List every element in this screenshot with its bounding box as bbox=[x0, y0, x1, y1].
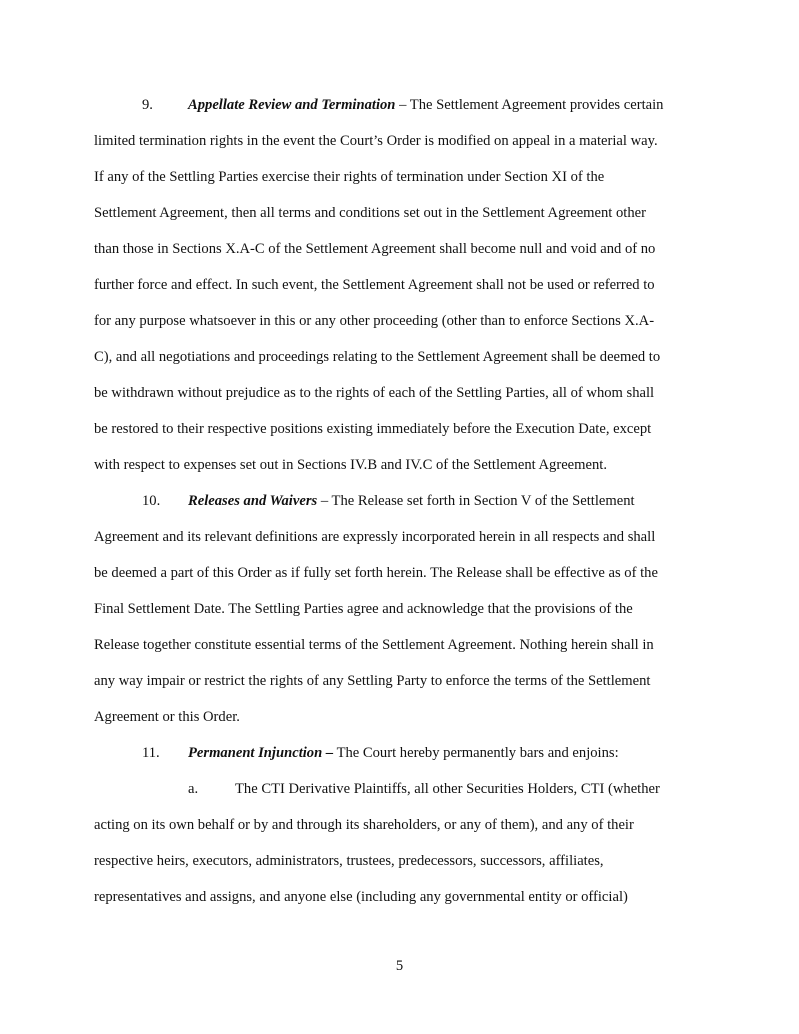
subsection-first-line: The CTI Derivative Plaintiffs, all other Securities Holders, CTI (whether bbox=[235, 781, 660, 797]
subsection-letter: a. bbox=[188, 781, 199, 797]
paragraph-line: with respect to expenses set out in Sections IV.B and IV.C of the Settlement Agreement. bbox=[94, 457, 607, 473]
section-first-line: The Settlement Agreement provides certain bbox=[409, 97, 664, 113]
heading-dash: – bbox=[395, 97, 410, 113]
section-heading-line bbox=[188, 96, 663, 114]
paragraph-line: Agreement or this Order. bbox=[94, 709, 240, 725]
paragraph-line: C), and all negotiations and proceedings relating to the Settlement Agreement shall be deemed to bbox=[94, 349, 661, 365]
paragraph-line: be restored to their respective positions existing immediately before the Execution Date, except bbox=[94, 421, 652, 437]
paragraph-line: acting on its own behalf or by and through its shareholders, or any of them), and any of their bbox=[94, 817, 634, 833]
paragraph-line: Release together constitute essential terms of the Settlement Agreement. Nothing herein shall in bbox=[94, 637, 654, 653]
section-number: 10. bbox=[142, 493, 161, 509]
paragraph-line: If any of the Settling Parties exercise their rights of termination under Section XI of the bbox=[94, 169, 605, 185]
heading-dash: – bbox=[317, 493, 332, 509]
paragraph-line: respective heirs, executors, administrators, trustees, predecessors, successors, affiliates, bbox=[94, 853, 604, 869]
paragraph-line: Agreement and its relevant definitions are expressly incorporated herein in all respects and shall bbox=[94, 529, 656, 545]
section-title: Appellate Review and Termination bbox=[188, 97, 396, 113]
paragraph-line: than those in Sections X.A-C of the Settlement Agreement shall become null and void and of no bbox=[94, 241, 656, 257]
paragraph-line: be deemed a part of this Order as if fully set forth herein. The Release shall be effective as of the bbox=[94, 565, 658, 581]
paragraph-line: representatives and assigns, and anyone else (including any governmental entity or official) bbox=[94, 889, 628, 905]
section-heading-line bbox=[188, 744, 619, 762]
paragraph-line: Final Settlement Date. The Settling Parties agree and acknowledge that the provisions of the bbox=[94, 601, 633, 617]
section-number: 9. bbox=[142, 97, 153, 113]
section-title: Permanent Injunction – bbox=[188, 745, 334, 761]
paragraph-line: for any purpose whatsoever in this or any other proceeding (other than to enforce Sections X.A- bbox=[94, 313, 655, 329]
section-first-line: The Court hereby permanently bars and enjoins: bbox=[336, 745, 619, 761]
section-first-line: The Release set forth in Section V of the Settlement bbox=[331, 493, 635, 509]
paragraph-line: be withdrawn without prejudice as to the rights of each of the Settling Parties, all of whom shall bbox=[94, 385, 655, 401]
paragraph-line: any way impair or restrict the rights of any Settling Party to enforce the terms of the Settlement bbox=[94, 673, 651, 689]
section-number: 11. bbox=[142, 745, 160, 761]
page-number: 5 bbox=[395, 958, 404, 974]
paragraph-line: Settlement Agreement, then all terms and conditions set out in the Settlement Agreement other bbox=[94, 205, 646, 221]
paragraph-line: limited termination rights in the event the Court’s Order is modified on appeal in a material way. bbox=[94, 133, 658, 149]
paragraph-line: further force and effect. In such event, the Settlement Agreement shall not be used or referred to bbox=[94, 277, 655, 293]
section-heading-line bbox=[188, 492, 635, 510]
section-title: Releases and Waivers bbox=[188, 493, 318, 509]
